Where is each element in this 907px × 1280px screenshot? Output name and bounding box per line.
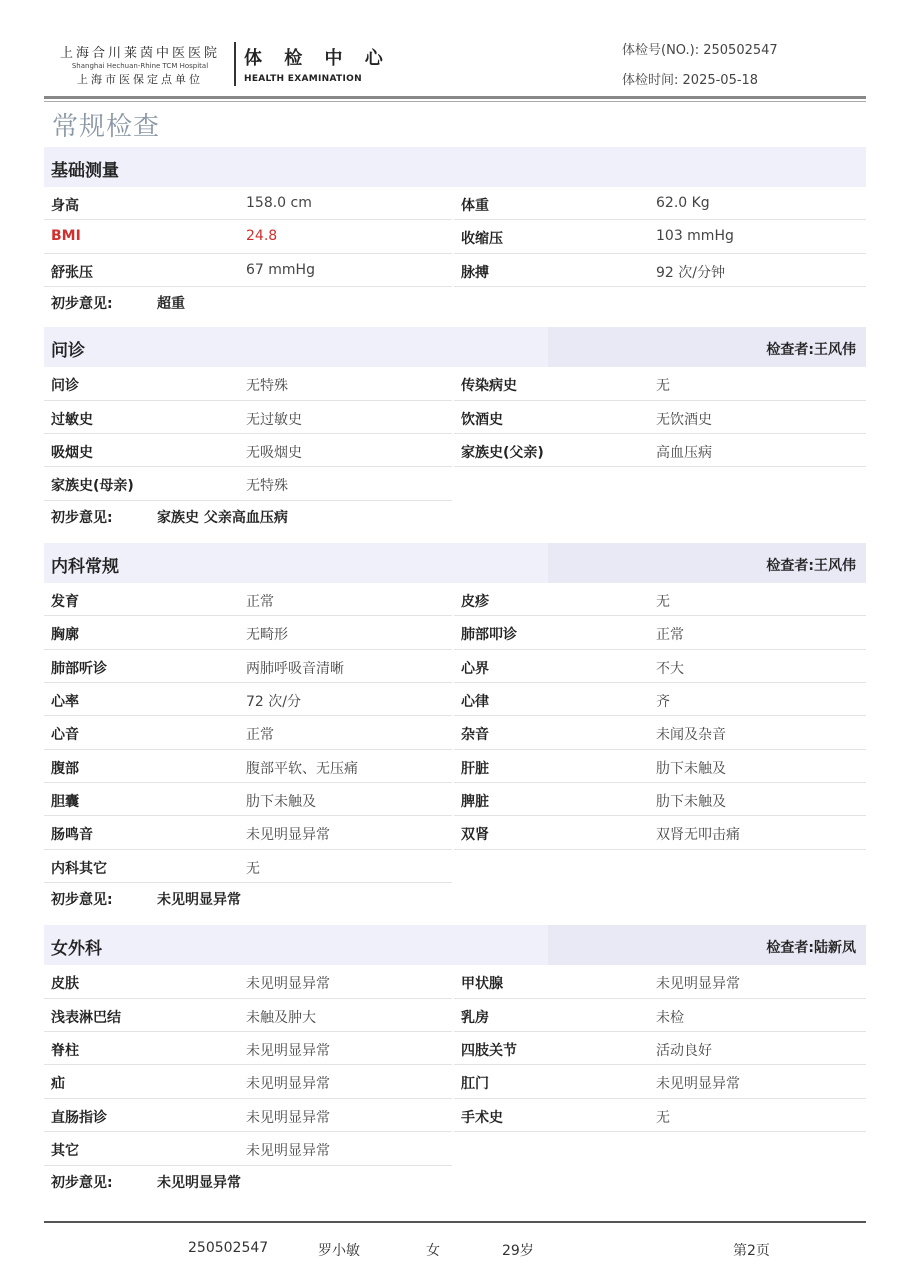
opinion-label: 初步意见: <box>51 296 113 313</box>
opinion-value: 未见明显异常 <box>157 892 241 909</box>
item-value: 无过敏史 <box>246 411 302 428</box>
examiner <box>766 555 856 575</box>
opinion-label: 初步意见: <box>51 892 113 909</box>
opinion-label: 初步意见: <box>51 509 113 526</box>
item-label: 身高 <box>51 198 79 214</box>
item-value: 无特殊 <box>246 478 288 495</box>
examiner-name: 王风伟 <box>814 342 856 359</box>
item-value: 高血压病 <box>656 444 712 461</box>
item-value: 活动良好 <box>656 1043 712 1060</box>
table-row <box>44 1032 866 1065</box>
item-value: 未见明显异常 <box>246 1043 330 1060</box>
examiner-label: 检查者: <box>766 940 814 957</box>
item-value: 未见明显异常 <box>246 827 330 844</box>
item-value: 未闻及杂音 <box>656 727 726 744</box>
item-value: 无特殊 <box>246 378 288 395</box>
item-label: 过敏史 <box>51 411 93 428</box>
item-label: 吸烟史 <box>51 444 93 461</box>
opinion-label: 初步意见: <box>51 1174 113 1191</box>
item-value: 无 <box>656 593 670 610</box>
footer-name: 罗小敏 <box>318 1243 360 1259</box>
item-label: 问诊 <box>51 378 79 395</box>
section-header-basic <box>44 147 866 187</box>
table-row <box>44 750 866 783</box>
opinion-internal <box>44 883 866 925</box>
item-value: 正常 <box>246 593 274 610</box>
item-label: 肛门 <box>461 1076 489 1093</box>
section-title: 基础测量 <box>51 161 119 181</box>
opinion-value: 家族史 父亲高血压病 <box>157 509 288 526</box>
item-value: 无吸烟史 <box>246 444 302 461</box>
exam-meta <box>622 36 778 96</box>
header-divider <box>234 42 236 86</box>
item-value: 未见明显异常 <box>246 1076 330 1093</box>
section-rows-internal <box>44 583 866 884</box>
section-title: 内科常规 <box>51 556 119 577</box>
item-label: 心音 <box>51 727 79 744</box>
exam-no-value: 250502547 <box>703 43 778 58</box>
item-label: 肝脏 <box>461 760 489 777</box>
item-label: 心律 <box>461 693 489 710</box>
item-label: 直肠指诊 <box>51 1109 107 1126</box>
exam-center-en: HEALTH EXAMINATION <box>244 74 362 84</box>
table-row <box>44 434 866 467</box>
footer-age: 29岁 <box>502 1243 534 1259</box>
item-label: 脉搏 <box>461 264 489 281</box>
table-row <box>44 783 866 816</box>
item-value: 72 次/分 <box>246 693 301 710</box>
item-label: 体重 <box>461 198 489 214</box>
item-value: 双肾无叩击痛 <box>656 827 740 844</box>
header-rule <box>44 96 866 99</box>
table-row <box>44 1099 866 1132</box>
section-header-surgery <box>44 925 866 965</box>
hospital-subtitle: 上海市医保定点单位 <box>77 73 203 86</box>
opinion-basic <box>44 287 866 327</box>
item-value: 未检 <box>656 1009 684 1026</box>
item-label: BMI <box>51 228 81 245</box>
footer-exam-no: 250502547 <box>188 1240 269 1256</box>
examiner-label: 检查者: <box>766 557 814 574</box>
section-header-internal <box>44 543 866 583</box>
item-label: 收缩压 <box>461 231 503 248</box>
examiner-name: 王风伟 <box>814 557 856 574</box>
item-value: 62.0 Kg <box>656 195 710 211</box>
table-row <box>44 650 866 683</box>
exam-no-label: 体检号(NO.): <box>622 43 700 58</box>
table-row <box>44 850 866 883</box>
item-value: 103 mmHg <box>656 228 734 245</box>
exam-center-cn: 体 检 中 心 <box>244 48 391 69</box>
item-value: 不大 <box>656 660 684 677</box>
item-label: 传染病史 <box>461 378 517 395</box>
item-label: 肺部叩诊 <box>461 627 517 644</box>
section-rows-inquiry <box>44 367 866 501</box>
item-label: 脾脏 <box>461 794 489 811</box>
examiner-label: 检查者: <box>766 342 814 359</box>
item-value: 未见明显异常 <box>246 1109 330 1126</box>
exam-date-label: 体检时间: <box>622 73 679 88</box>
item-label: 杂音 <box>461 727 489 744</box>
item-value: 未触及肿大 <box>246 1009 316 1026</box>
header-rule-thin <box>44 101 866 102</box>
item-label: 甲状腺 <box>461 976 503 993</box>
item-label: 浅表淋巴结 <box>51 1009 121 1026</box>
item-label: 皮肤 <box>51 976 79 993</box>
item-label: 家族史(母亲) <box>51 478 134 495</box>
table-row <box>44 999 866 1032</box>
opinion-surgery <box>44 1166 866 1208</box>
item-label: 双肾 <box>461 827 489 844</box>
item-value: 无畸形 <box>246 627 288 644</box>
item-label: 心界 <box>461 660 489 677</box>
item-label: 胸廓 <box>51 627 79 644</box>
section-rows-surgery <box>44 965 866 1165</box>
report-header <box>44 30 866 92</box>
item-value: 两肺呼吸音清晰 <box>246 660 344 677</box>
item-label: 家族史(父亲) <box>461 444 544 461</box>
item-label: 肺部听诊 <box>51 660 107 677</box>
opinion-value: 超重 <box>157 296 185 313</box>
item-value: 67 mmHg <box>246 261 315 278</box>
hospital-name-en: Shanghai Hechuan-Rhine TCM Hospital <box>71 62 209 70</box>
footer-page: 第2页 <box>733 1243 770 1259</box>
hospital-logo-block <box>48 42 232 87</box>
examiner-name: 陆新凤 <box>814 940 856 957</box>
item-value: 未见明显异常 <box>246 1143 330 1160</box>
item-label: 肠鸣音 <box>51 827 93 844</box>
item-label: 乳房 <box>461 1009 489 1026</box>
hospital-name-cn: 上海合川莱茵中医医院 <box>59 46 220 61</box>
item-label: 饮酒史 <box>461 411 503 428</box>
table-row <box>44 367 866 400</box>
table-row <box>44 716 866 749</box>
page-title: 常规检查 <box>52 112 161 142</box>
item-label: 皮疹 <box>461 593 489 610</box>
item-label: 手术史 <box>461 1109 503 1126</box>
opinion-value: 未见明显异常 <box>157 1174 241 1191</box>
table-row <box>44 616 866 649</box>
table-row <box>44 220 866 253</box>
item-value: 158.0 cm <box>246 195 312 211</box>
item-value: 肋下未触及 <box>246 794 316 811</box>
item-label: 其它 <box>51 1143 79 1160</box>
footer-rule <box>44 1221 866 1223</box>
section-header-inquiry <box>44 327 866 367</box>
item-value: 正常 <box>246 727 274 744</box>
item-value: 齐 <box>656 693 670 710</box>
item-label: 心率 <box>51 693 79 710</box>
table-row <box>44 816 866 849</box>
footer-gender: 女 <box>426 1243 440 1259</box>
item-label: 脊柱 <box>51 1043 79 1060</box>
item-value: 未见明显异常 <box>656 976 740 993</box>
section-title: 女外科 <box>51 939 102 960</box>
item-label: 舒张压 <box>51 264 93 281</box>
item-value: 肋下未触及 <box>656 760 726 777</box>
opinion-inquiry <box>44 501 866 543</box>
item-value: 未见明显异常 <box>656 1076 740 1093</box>
item-label: 腹部 <box>51 760 79 777</box>
report-content <box>44 147 866 1208</box>
table-row <box>44 1132 866 1165</box>
examiner <box>766 339 856 359</box>
item-value: 无 <box>246 860 260 877</box>
item-label: 发育 <box>51 593 79 610</box>
table-row <box>44 583 866 616</box>
exam-center-block <box>244 44 391 84</box>
section-rows-basic <box>44 187 866 287</box>
table-row <box>44 683 866 716</box>
item-value: 正常 <box>656 627 684 644</box>
item-label: 四肢关节 <box>461 1043 517 1060</box>
item-value: 无 <box>656 378 670 395</box>
item-value: 肋下未触及 <box>656 794 726 811</box>
item-label: 内科其它 <box>51 860 107 877</box>
item-value: 无 <box>656 1109 670 1126</box>
table-row <box>44 965 866 998</box>
item-label: 胆囊 <box>51 794 79 811</box>
table-row <box>44 187 866 220</box>
item-value: 无饮酒史 <box>656 411 712 428</box>
table-row <box>44 401 866 434</box>
exam-date-value: 2025-05-18 <box>682 73 759 88</box>
table-row <box>44 1065 866 1098</box>
item-value: 92 次/分钟 <box>656 264 725 281</box>
table-row <box>44 467 866 500</box>
table-row <box>44 254 866 287</box>
item-value: 24.8 <box>246 228 278 245</box>
item-value: 腹部平软、无压痛 <box>246 760 358 777</box>
examiner <box>766 937 856 957</box>
item-value: 未见明显异常 <box>246 976 330 993</box>
section-title: 问诊 <box>51 341 85 362</box>
item-label: 疝 <box>51 1076 65 1093</box>
